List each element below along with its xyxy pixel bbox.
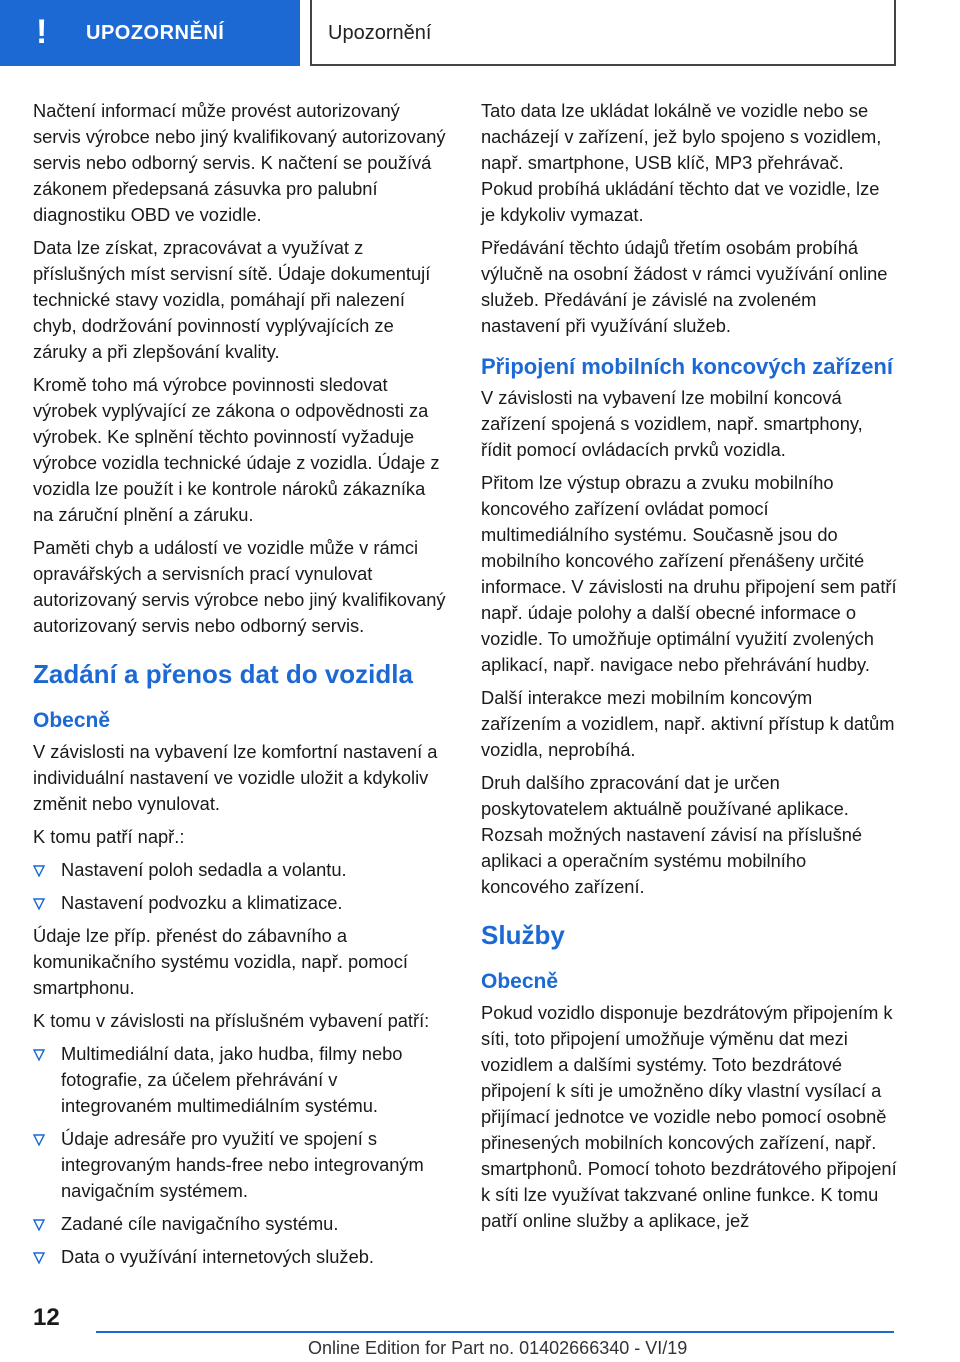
list-item: Nastavení podvozku a klimatizace. [33, 890, 449, 916]
paragraph: Přitom lze výstup obrazu a zvuku mobilního koncového zařízení ovládat pomocí multimediálního systému. Současně jsou do mobilního koncového zařízení přenášeny určité informace. V závislosti na druhu připojení sem patří např. údaje polohy a další obecné informace o vozidle. To umožňuje optimální využití zvolených aplikací, např. navigace nebo přehrávání hudby. [481, 472, 897, 675]
bullet-list [33, 1041, 449, 1270]
footer-divider [96, 1331, 894, 1333]
page-number: 12 [33, 1304, 60, 1331]
triangle-bullet-icon [33, 898, 45, 910]
list-item: Zadané cíle navigačního systému. [33, 1211, 449, 1237]
paragraph: Další interakce mezi mobilním koncovým zařízením a vozidlem, např. aktivní přístup k datům vozidla, neprobíhá. [481, 687, 895, 760]
paragraph: Pokud vozidlo disponuje bezdrátovým připojením k síti, toto připojení umožňuje výměnu dat mezi vozidlem a dalšími systémy. Toto bezdrátové připojení k síti je umožněno díky vlastní vysílací a přijímací jednotce ve vozidle nebo pomocí osobně přinesených mobilních koncových zařízení, např. smartphonů. Pomocí tohoto bezdrátového připojení k síti lze využívat takzvané online funkce. K tomu patří online služby a aplikace, jež [481, 1002, 897, 1231]
triangle-bullet-icon [33, 1134, 45, 1146]
paragraph: Kromě toho má výrobce povinnosti sledovat výrobek vyplývající ze zákona o odpovědnosti za výrobek. Ke splnění těchto povinností vyžaduje výrobce vozidla technické údaje z vozidla. Údaje z vozidla lze použít i ke kontrole nároků zákazníka na záruční plnění a záruku. [33, 374, 440, 525]
subsection-title: Upozornění [328, 22, 432, 44]
paragraph: Data lze získat, zpracovávat a využívat z příslušných míst servisní sítě. Údaje dokumentují technické stavy vozidla, pomáhají při nalezení chyb, dodržování povinností vyplývajících ze záruky a při zlepšování kvality. [33, 237, 431, 362]
triangle-bullet-icon [33, 1252, 45, 1264]
paragraph: Tato data lze ukládat lokálně ve vozidle nebo se nacházejí v zařízení, jež bylo spojeno s vozidlem, např. smartphone, USB klíč, MP3 přehrávač. Pokud probíhá ukládání těchto dat ve vozidle, lze je kdykoliv vymazat. [481, 100, 882, 225]
paragraph: K tomu patří např.: [33, 826, 185, 847]
paragraph: Předávání těchto údajů třetím osobám probíhá výlučně na osobní žádost v rámci využívání online služeb. Předávání je závislé na zvoleném nastavení při využívání služeb. [481, 237, 888, 336]
triangle-bullet-icon [33, 1049, 45, 1061]
header-subtitle-box [310, 0, 896, 66]
section-title: UPOZORNĚNÍ [86, 22, 225, 44]
section-heading: Zadání a přenos dat do vozidla [33, 659, 413, 689]
paragraph: Údaje lze příp. přenést do zábavního a komunikačního systému vozidla, např. pomocí smartphonu. [33, 925, 408, 998]
paragraph: Druh dalšího zpracování dat je určen poskytovatelem aktuálně používané aplikace. Rozsah možných nastavení závisí na příslušné aplikaci a operačním systému mobilního koncového zařízení. [481, 772, 863, 897]
list-item: Nastavení poloh sedadla a volantu. [33, 857, 449, 883]
paragraph: V závislosti na vybavení lze mobilní koncová zařízení spojená s vozidlem, např. smartphony, řídit pomocí ovládacích prvků vozidla. [481, 387, 863, 460]
paragraph: K tomu v závislosti na příslušném vybavení patří: [33, 1010, 430, 1031]
section-heading: Služby [481, 920, 565, 950]
triangle-bullet-icon [33, 1219, 45, 1231]
paragraph: V závislosti na vybavení lze komfortní nastavení a individuální nastavení ve vozidle uložit a kdykoliv změnit nebo vynulovat. [33, 741, 438, 814]
bullet-list [33, 857, 449, 916]
list-item: Data o využívání internetových služeb. [33, 1244, 449, 1270]
footer-edition: Online Edition for Part no. 01402666340 - VI/19 [308, 1338, 688, 1358]
subsection-heading: Obecně [481, 970, 559, 993]
subsection-heading: Připojení mobilních koncových zařízení [481, 354, 893, 379]
right-column [481, 98, 897, 1241]
triangle-bullet-icon [33, 865, 45, 877]
list-item: Údaje adresáře pro využití ve spojení s integrovaným hands-free nebo integrovaným navigačním systémem. [33, 1126, 449, 1204]
list-item: Multimediální data, jako hudba, filmy nebo fotografie, za účelem přehrávání v integrovaném multimediálním systému. [33, 1041, 449, 1119]
subsection-heading: Obecně [33, 709, 111, 732]
header-tab [0, 0, 300, 66]
warning-icon: ! [36, 13, 48, 51]
paragraph: Načtení informací může provést autorizovaný servis výrobce nebo jiný kvalifikovaný autorizovaný servis nebo odborný servis. K načtení se používá zákonem předepsaná zásuvka pro palubní diagnostiku OBD ve vozidle. [33, 100, 446, 225]
left-column [33, 98, 449, 1277]
paragraph: Paměti chyb a událostí ve vozidle může v rámci opravářských a servisních prací vynulovat autorizovaný servis výrobce nebo jiný kvalifikovaný autorizovaný servis nebo odborný servis. [33, 537, 446, 636]
